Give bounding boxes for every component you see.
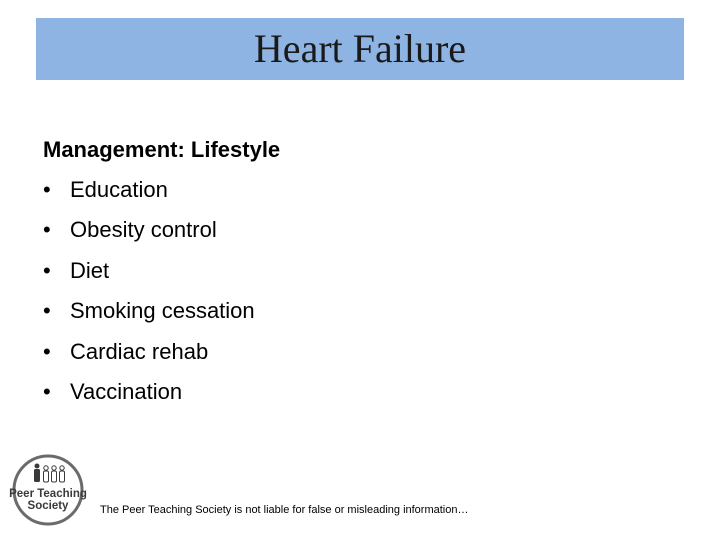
logo-text-line1: Peer Teaching <box>9 488 87 500</box>
bullet-item <box>43 170 663 210</box>
logo-graphic <box>8 453 88 527</box>
logo-text-line2: Society <box>27 500 69 512</box>
bullet-icon: • <box>43 298 51 324</box>
bullet-icon: • <box>43 338 51 364</box>
bullet-label: Cardiac rehab <box>70 338 209 364</box>
bullet-item <box>43 210 663 250</box>
bullet-icon: • <box>43 177 51 202</box>
bullet-label: Diet <box>70 257 110 283</box>
bullet-list <box>43 170 663 412</box>
title-bar <box>36 18 684 80</box>
bullet-icon: • <box>43 257 51 283</box>
bullet-item <box>43 372 663 412</box>
section-heading: Management: Lifestyle <box>43 137 281 162</box>
slide-content <box>43 130 663 412</box>
disclaimer-text: The Peer Teaching Society is not liable for false or misleading information… <box>100 504 469 516</box>
bullet-label: Vaccination <box>70 378 183 404</box>
bullet-label: Obesity control <box>70 217 217 243</box>
bullet-label: Smoking cessation <box>70 298 255 324</box>
bullet-item <box>43 251 663 291</box>
bullet-label: Education <box>70 177 168 202</box>
slide-title: Heart Failure <box>253 26 467 71</box>
bullet-item <box>43 291 663 331</box>
bullet-item <box>43 332 663 372</box>
bullet-icon: • <box>43 378 51 404</box>
bullet-icon: • <box>43 217 51 243</box>
peer-teaching-society-logo <box>8 453 88 527</box>
